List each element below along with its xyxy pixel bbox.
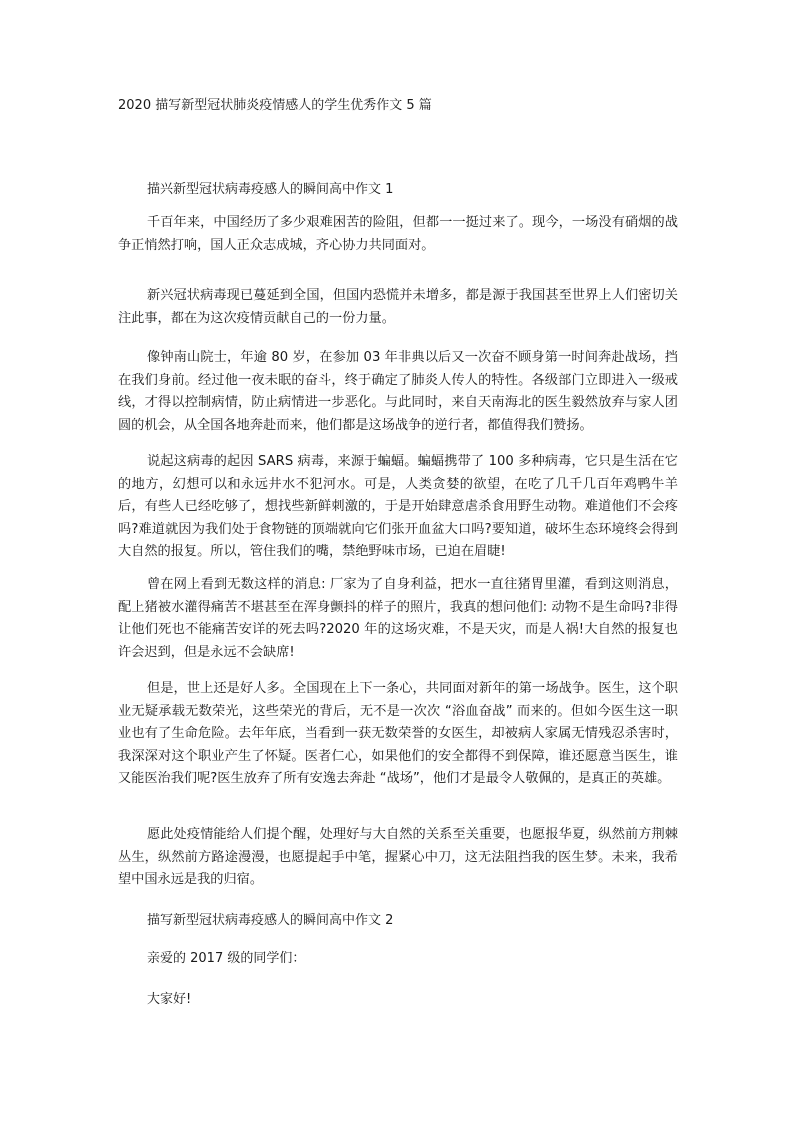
greeting-line: 亲爱的 2017 级的同学们：	[147, 951, 306, 966]
paragraph-3: 像钟南山院士，年逾 80 岁，在参加 03 年非典以后又一次奋不顾身第一时间奔赴战场，挡在我们身前。经过他一夜未眠的奋斗，终于确定了肺炎人传人的特性。各级部门立即进入一级戒线，才得以控制病情，防止病情进一步恶化。与此同时，来自天南海北的医生毅然放弃与家人团圆的机会，从全国各地奔赴而来，他们都是这场战争的逆行者，都值得我们赞扬。	[118, 350, 678, 433]
paragraph-4: 说起这病毒的起因 SARS 病毒，来源于蝙蝠。蝙蝠携带了 100 多种病毒，它只是生活在它的地方，幻想可以和永远井水不犯河水。可是，人类贪婪的欲望，在吃了几千几百年鸡鸭牛羊后，有些人已经吃够了，想找些新鲜刺激的，于是开始肆意虐杀食用野生动物。难道他们不会疼吗?难道就因为我们处于食物链的顶端就向它们张开血盆大口吗?要知道，破坏生态环境终会得到大自然的报复。所以，管住我们的嘴，禁绝野味市场，已迫在眉睫!	[118, 454, 678, 559]
paragraph-2: 新兴冠状病毒现已蔓延到全国，但国内恐慌并未增多，都是源于我国甚至世界上人们密切关注此事，都在为这次疫情贡献自己的一份力量。	[118, 288, 678, 326]
document-title: 2020 描写新型冠状肺炎疫情感人的学生优秀作文 5 篇	[118, 98, 432, 113]
paragraph-5: 曾在网上看到无数这样的消息: 厂家为了自身利益，把水一直往猪胃里灌，看到这则消息，配上猪被水灌得痛苦不堪甚至在浑身颤抖的样子的照片，我真的想问他们: 动物不是生命吗?非得让他们死也不能痛苦安详的死去吗?2020 年的这场灾难，不是天灾，而是人祸!大自然的报复也许会迟到，但是永远不会缺席!	[118, 577, 678, 660]
paragraph-6: 但是，世上还是好人多。全国现在上下一条心，共同面对新年的第一场战争。医生，这个职业无疑承载无数荣光，这些荣光的背后，无不是一次次 “浴血奋战” 而来的。但如今医生这一职业也有了生命危险。去年年底，当看到一获无数荣誉的女医生，却被病人家属无情残忍杀害时，我深深对这个职业产生了怀疑。医者仁心，如果他们的安全都得不到保障，谁还愿意当医生，谁又能医治我们呢?医生放弃了所有安逸去奔赴 “战场”，他们才是最令人敬佩的，是真正的英雄。	[118, 681, 678, 786]
section-heading-1: 描兴新型冠状病毒疫感人的瞬间高中作文 1	[147, 182, 394, 197]
paragraph-7: 愿此处疫情能给人们提个醒，处理好与大自然的关系至关重要，也愿报华夏，纵然前方荆棘丛生，纵然前方路途漫漫，也愿提起手中笔，握紧心中刀，这无法阻挡我的医生梦。未来，我希望中国永远是我的归宿。	[118, 827, 678, 887]
paragraph-1: 千百年来，中国经历了多少艰难困苦的险阻，但都一一挺过来了。现今，一场没有硝烟的战争正悄然打响，国人正众志成城，齐心协力共同面对。	[118, 215, 678, 253]
salutation-line: 大家好!	[147, 992, 192, 1007]
section-heading-2: 描写新型冠状病毒疫感人的瞬间高中作文 2	[147, 913, 394, 928]
